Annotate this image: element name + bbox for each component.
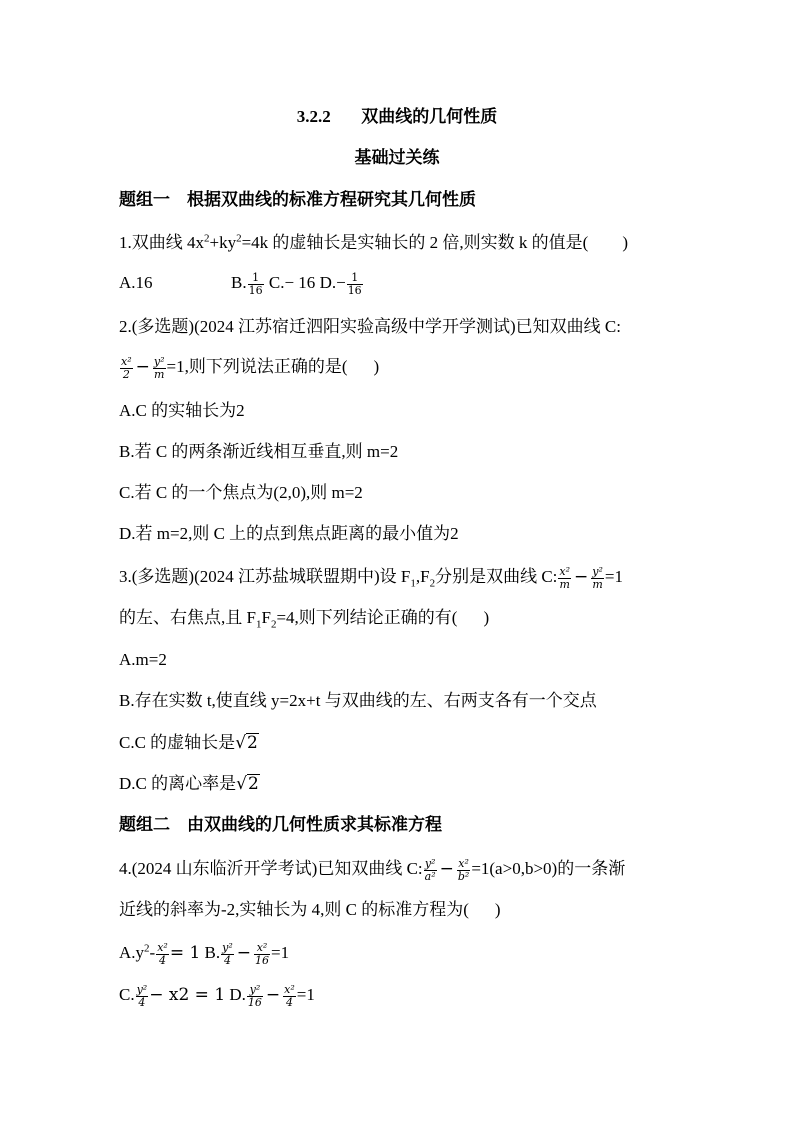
option-c: C.− 16 (268, 272, 316, 292)
sqrt-symbol: √2 (235, 733, 258, 753)
question-4-stem-line-2: 近线的斜率为-2,实轴长为 4,则 C 的标准方程为( ) (119, 900, 501, 919)
group-1-title: 题组一 根据双曲线的标准方程研究其几何性质 (119, 190, 476, 209)
group-2-title: 题组二 由双曲线的几何性质求其标准方程 (119, 815, 442, 834)
option-c: C. $\frac{\text{y²}}{4}$ − x2 = 1 (119, 983, 226, 1009)
question-4-options-ab (119, 942, 684, 966)
question-3-option-d: D.C 的离心率是√2 (119, 774, 259, 794)
option-b: B. $\frac{\text{y²}}{4}$ − $\frac{\text{x²}}{16}$ =1 (204, 941, 290, 967)
question-1-stem: 1.双曲线 $4x^2+ky^2=4k$ 的虚轴长是实轴长的 2 倍,则实数 k 的值是( ) (119, 232, 629, 252)
question-3-option-a: A.m=2 (119, 650, 167, 669)
question-2-stem-line-2: $\frac{\text{x²}}{2}$ − $\frac{\text{y²}}{m}$ =1,则下列说法正确的是( ) (121, 355, 380, 381)
sqrt-symbol: √2 (236, 774, 259, 794)
question-2-option-d: D.若 m=2,则 C 上的点到焦点距离的最小值为2 (119, 524, 459, 543)
question-4-stem-line-1: 4.(2024 山东临沂开学考试)已知双曲线 C: $\frac{\text{y²}}{\text{a²}}$ − $\frac{\text{x²}}{\text{b²}}$ =1(a>0,b>0)的一条渐 (119, 857, 626, 883)
question-2-option-c: C.若 C 的一个焦点为(2,0),则 m=2 (119, 483, 363, 502)
question-2-option-b: B.若 C 的两条渐近线相互垂直,则 m=2 (119, 442, 399, 461)
question-3-option-c: C.C 的虚轴长是√2 (119, 733, 258, 753)
question-3-stem-line-2: 的左、右焦点,且 $F_1F_2=4$,则下列结论正确的有( ) (119, 608, 490, 631)
question-3-option-b: B.存在实数 t,使直线 y=2x+t 与双曲线的左、右两支各有一个交点 (119, 691, 597, 710)
question-2-option-a: A.C 的实轴长为2 (119, 401, 245, 420)
option-b: B. $\frac{1}{16}$ (231, 271, 263, 297)
option-a: $A.y^2-$ $\frac{\text{x²}}{4}$ = 1 (119, 941, 201, 967)
section-title: 双曲线的几何性质 (361, 107, 498, 126)
option-d: D.− $\frac{1}{16}$ (319, 271, 362, 297)
question-4-options-cd (119, 984, 684, 1008)
question-3-stem-line-1: 3.(多选题)(2024 江苏盐城联盟期中)设 $F_1,F_2$分别是双曲线 C: $\frac{\text{x²}}{m}$ − $\frac{\text{y²}}{m}$ =1 (119, 565, 623, 591)
subtitle: 基础过关练 (354, 148, 440, 167)
section-heading (0, 108, 794, 125)
option-d: D. $\frac{\text{y²}}{16}$ − $\frac{\text{x²}}{4}$ =1 (229, 983, 315, 1009)
question-2-stem-line-1: 2.(多选题)(2024 江苏宿迁泗阳实验高级中学开学测试)已知双曲线 C: (119, 317, 621, 336)
question-1-options (119, 272, 684, 296)
option-a: A.16 (119, 272, 153, 292)
section-number: 3.2.2 (296, 107, 331, 126)
